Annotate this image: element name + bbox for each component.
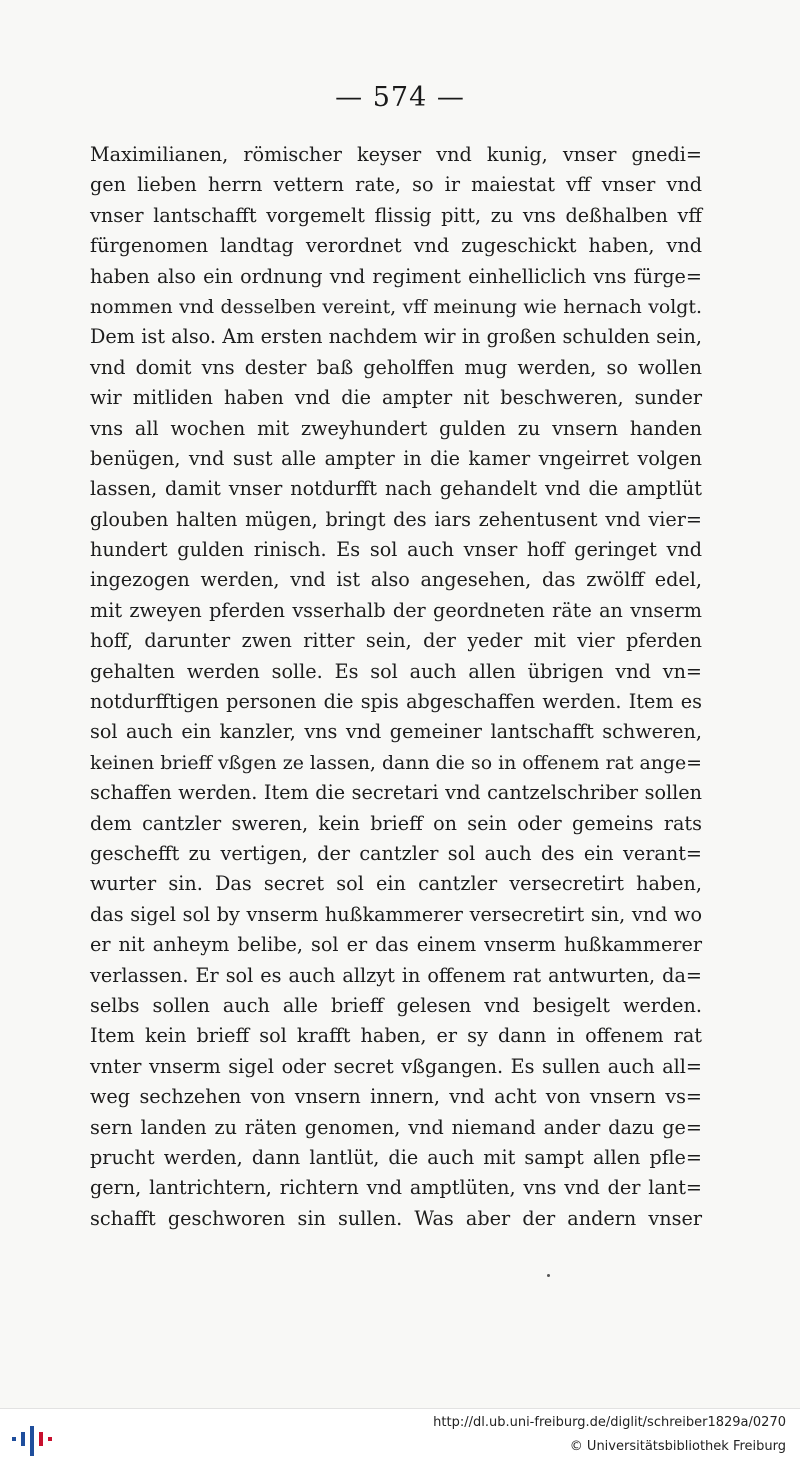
text-line: lassen, damit vnser notdurfft nach gehandelt vnd die amptlüt (90, 477, 702, 501)
text-line: schafft geschworen sin sullen. Was aber der andern vnser (90, 1206, 702, 1230)
text-line: selbs sollen auch alle brieff gelesen vnd besigelt werden. (90, 993, 702, 1017)
copyright-text: © Universitätsbibliothek Freiburg (569, 1439, 786, 1454)
text-line: gehalten werden solle. Es sol auch allen übrigen vnd vn= (90, 659, 702, 683)
text-line: notdurfftigen personen die spis abgeschaffen werden. Item es (90, 690, 702, 714)
ub-freiburg-logo-icon[interactable] (12, 1418, 52, 1456)
text-line: wir mitliden haben vnd die ampter nit beschweren, sunder (90, 386, 702, 410)
text-line: das sigel sol by vnserm hußkammerer versecretirt sin, vnd wo (90, 902, 702, 926)
text-line: benügen, vnd sust alle ampter in die kamer vngeirret volgen (90, 446, 702, 470)
text-line: Maximilianen, römischer keyser vnd kunig, vnser gnedi= (90, 143, 702, 166)
text-line: weg sechzehen von vnsern innern, vnd acht von vnsern vs= (90, 1085, 702, 1109)
body-text (90, 140, 702, 1234)
text-line: gen lieben herrn vettern rate, so ir maiestat vff vnser vnd (90, 173, 702, 197)
text-line: keinen brieff vßgen ze lassen, dann die so in offenem rat ange= (90, 751, 702, 774)
text-line: schaffen werden. Item die secretari vnd cantzelschriber sollen (90, 781, 702, 805)
text-line: sol auch ein kanzler, vns vnd gemeiner lantschafft schweren, (90, 720, 702, 744)
text-line: vnter vnserm sigel oder secret vßgangen. Es sullen auch all= (90, 1054, 702, 1078)
text-line: er nit anheym belibe, sol er das einem vnserm hußkammerer (90, 933, 702, 957)
text-line: glouben halten mügen, bringt des iars zehentusent vnd vier= (90, 507, 702, 531)
text-line: fürgenomen landtag verordnet vnd zugeschickt haben, vnd (90, 234, 702, 258)
text-line: hoff, darunter zwen ritter sein, der yeder mit vier pferden (90, 629, 702, 653)
speck-mark (547, 1274, 550, 1277)
text-line: vnd domit vns dester baß geholffen mug werden, so wollen (90, 355, 702, 379)
text-line: ingezogen werden, vnd ist also angesehen, das zwölff edel, (90, 568, 702, 592)
text-line: prucht werden, dann lantlüt, die auch mit sampt allen pfle= (90, 1145, 702, 1169)
text-line: Item kein brieff sol krafft haben, er sy dann in offenem rat (90, 1024, 702, 1048)
text-line: verlassen. Er sol es auch allzyt in offenem rat antwurten, da= (90, 963, 702, 987)
text-line: vnser lantschafft vorgemelt flissig pitt, zu vns deßhalben vff (90, 203, 702, 227)
text-line: geschefft zu vertigen, der cantzler sol auch des ein verant= (90, 841, 702, 865)
text-line: wurter sin. Das secret sol ein cantzler versecretirt haben, (90, 872, 702, 896)
text-line: hundert gulden rinisch. Es sol auch vnser hoff geringet vnd (90, 538, 702, 562)
source-url-link[interactable]: http://dl.ub.uni-freiburg.de/diglit/schreiber1829a/0270 (433, 1415, 786, 1430)
page-number: — 574 — (335, 82, 465, 113)
text-line: nommen vnd desselben vereint, vff meinung wie hernach volgt. (90, 295, 702, 318)
text-line: Dem ist also. Am ersten nachdem wir in großen schulden sein, (90, 325, 702, 349)
text-line: sern landen zu räten genomen, vnd niemand ander dazu ge= (90, 1115, 702, 1139)
text-line: dem cantzler sweren, kein brieff on sein oder gemeins rats (90, 811, 702, 835)
text-line: mit zweyen pferden vsserhalb der geordneten räte an vnserm (90, 598, 702, 622)
text-line: vns all wochen mit zweyhundert gulden zu vnsern handen (90, 416, 702, 440)
text-line: gern, lantrichtern, richtern vnd amptlüten, vns vnd der lant= (90, 1176, 702, 1200)
footer-bar (0, 1408, 800, 1464)
text-line: haben also ein ordnung vnd regiment einhelliclich vns fürge= (90, 264, 702, 288)
